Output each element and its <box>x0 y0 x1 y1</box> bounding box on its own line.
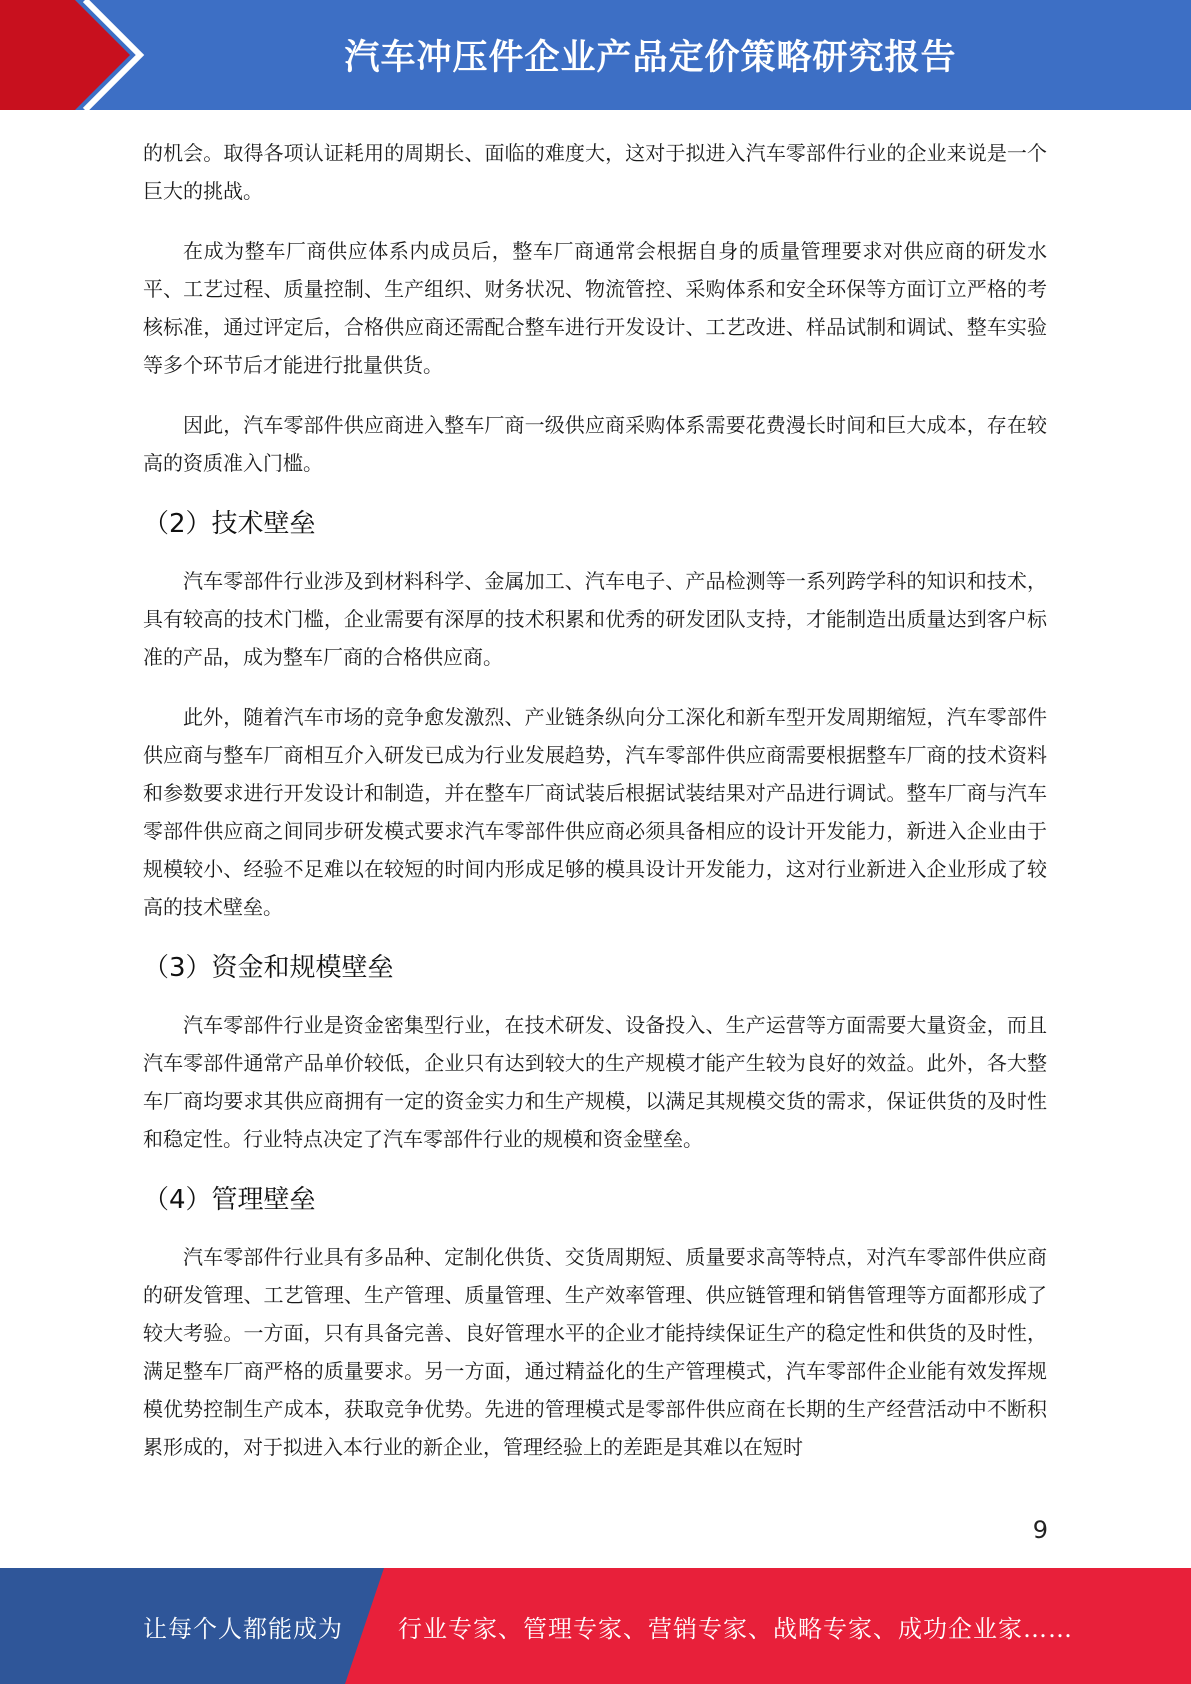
section-heading-management-barrier: （4）管理壁垒 <box>143 1184 316 1215</box>
page-number: 9 <box>1032 1516 1048 1544</box>
footer-slogan-left: 让每个人都能成为 <box>143 1614 343 1643</box>
section-heading-technical-barrier: （2）技术壁垒 <box>143 508 316 539</box>
paragraph-3: 因此，汽车零部件供应商进入整车厂商一级供应商采购体系需要花费漫长时间和巨大成本，存在较高的资质准入门槛。 <box>143 413 1047 475</box>
paragraph-7: 汽车零部件行业具有多品种、定制化供货、交货周期短、质量要求高等特点，对汽车零部件供应商的研发管理、工艺管理、生产管理、质量管理、生产效率管理、供应链管理和销售管理等方面都形成了较大考验。一方面，只有具备完善、良好管理水平的企业才能持续保证生产的稳定性和供货的及时性，满足整车厂商严格的质量要求。另一方面，通过精益化的生产管理模式，汽车零部件企业能有效发挥规模优势控制生产成本，获取竞争优势。先进的管理模式是零部件供应商在长期的生产经营活动中不断积累形成的，对于拟进入本行业的新企业，管理经验上的差距是其难以在短时 <box>143 1245 1047 1459</box>
paragraph-5: 此外，随着汽车市场的竞争愈发激烈、产业链条纵向分工深化和新车型开发周期缩短，汽车零部件供应商与整车厂商相互介入研发已成为行业发展趋势，汽车零部件供应商需要根据整车厂商的技术资料和参数要求进行开发设计和制造，并在整车厂商试装后根据试装结果对产品进行调试。整车厂商与汽车零部件供应商之间同步研发模式要求汽车零部件供应商必须具备相应的设计开发能力，新进入企业由于规模较小、经验不足难以在较短的时间内形成足够的模具设计开发能力，这对行业新进入企业形成了较高的技术壁垒。 <box>143 705 1047 919</box>
page-content <box>143 134 1047 1466</box>
header-arrow-decoration <box>0 0 160 110</box>
page-footer <box>0 1568 1191 1684</box>
page-header <box>0 0 1191 110</box>
document-title: 汽车冲压件企业产品定价策略研究报告 <box>344 38 957 78</box>
paragraph-4: 汽车零部件行业涉及到材料科学、金属加工、汽车电子、产品检测等一系列跨学科的知识和技术，具有较高的技术门槛，企业需要有深厚的技术积累和优秀的研发团队支持，才能制造出质量达到客户标准的产品，成为整车厂商的合格供应商。 <box>143 569 1047 669</box>
footer-slogan-right: 行业专家、管理专家、营销专家、战略专家、成功企业家…… <box>398 1614 1073 1643</box>
section-heading-capital-scale-barrier: （3）资金和规模壁垒 <box>143 952 394 983</box>
paragraph-6: 汽车零部件行业是资金密集型行业，在技术研发、设备投入、生产运营等方面需要大量资金，而且汽车零部件通常产品单价较低，企业只有达到较大的生产规模才能产生较为良好的效益。此外，各大整车厂商均要求其供应商拥有一定的资金实力和生产规模，以满足其规模交货的需求，保证供货的及时性和稳定性。行业特点决定了汽车零部件行业的规模和资金壁垒。 <box>143 1013 1047 1151</box>
paragraph-1: 的机会。取得各项认证耗用的周期长、面临的难度大，这对于拟进入汽车零部件行业的企业来说是一个巨大的挑战。 <box>143 141 1047 203</box>
paragraph-2: 在成为整车厂商供应体系内成员后，整车厂商通常会根据自身的质量管理要求对供应商的研发水平、工艺过程、质量控制、生产组织、财务状况、物流管控、采购体系和安全环保等方面订立严格的考核标准，通过评定后，合格供应商还需配合整车进行开发设计、工艺改进、样品试制和调试、整车实验等多个环节后才能进行批量供货。 <box>143 239 1047 377</box>
